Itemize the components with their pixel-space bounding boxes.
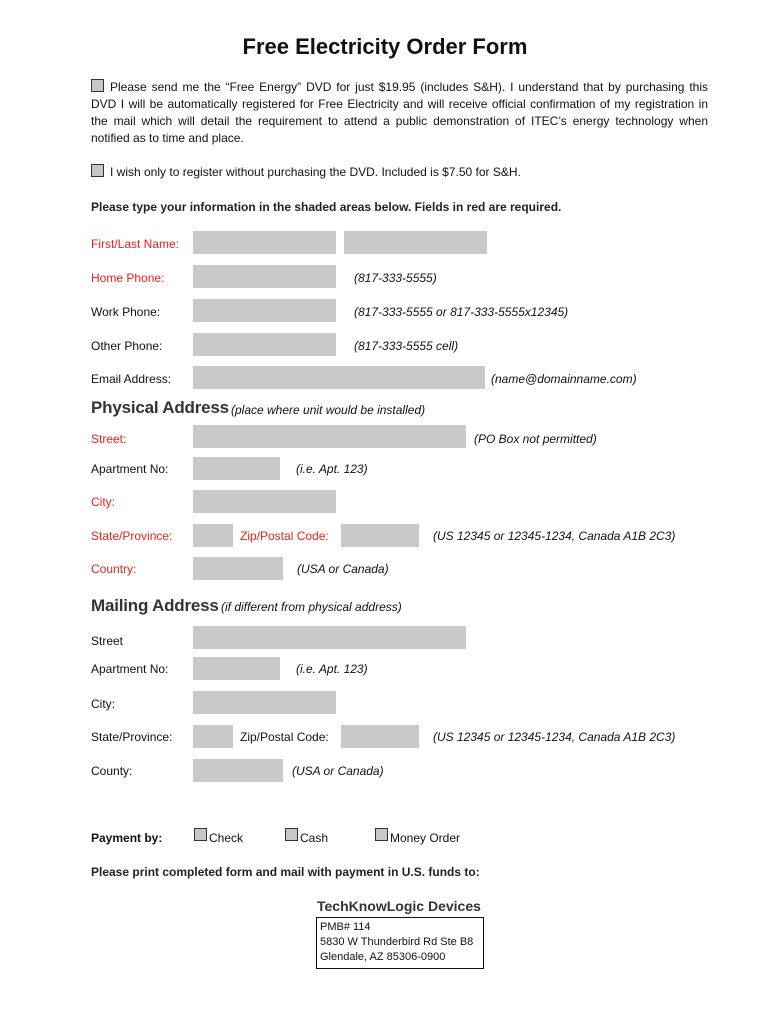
physical-address-heading: Physical Address [91,398,229,417]
payment-option-check-label: Check [209,831,244,845]
dvd-option-text: Please send me the “Free Energy” DVD for just $19.95 (includes S&H). I understand that by purchasing this DVD I will be automatically registered for Free Electricity and will receive official confirmation of my registration in the mail which will detail the requirement to attend a public demonstration of ITEC’s energy technology when notified as to time and place. [91,80,708,145]
street-label: Street: [91,432,127,446]
check-checkbox[interactable] [194,828,207,841]
instructions: Please type your information in the shaded areas below. Fields in red are required. [91,200,562,214]
work-phone-label: Work Phone: [91,305,161,319]
first-name-field[interactable] [193,231,336,254]
mailing-apartment-field[interactable] [193,657,280,680]
payment-option-money-order-label: Money Order [390,831,461,845]
payment-option-cash[interactable] [285,828,298,846]
other-phone-field[interactable] [193,333,336,356]
work-phone-field[interactable] [193,299,336,322]
email-field[interactable] [193,366,485,389]
mailing-address-box [316,917,484,969]
dvd-checkbox[interactable] [91,79,104,92]
last-name-field[interactable] [344,231,487,254]
physical-address-note: (place where unit would be installed) [231,403,426,417]
zip-label: Zip/Postal Code: [240,529,329,543]
email-hint: (name@domainname.com) [491,372,637,386]
mailing-street-label: Street [91,634,124,648]
payment-option-check[interactable] [194,828,207,846]
payment-option-money-order[interactable] [375,828,388,846]
register-option-text: I wish only to register without purchasing the DVD. Included is $7.50 for S&H. [110,165,521,179]
form-title: Free Electricity Order Form [242,34,528,59]
mailing-state-field[interactable] [193,725,233,748]
mail-instructions: Please print completed form and mail with payment in U.S. funds to: [91,865,480,879]
mailing-zip-hint: (US 12345 or 12345-1234, Canada A1B 2C3) [433,730,676,744]
address-line: Glendale, AZ 85306-0900 [320,951,446,963]
zip-field[interactable] [341,524,419,547]
payment-option-cash-label: Cash [300,831,329,845]
money-order-checkbox[interactable] [375,828,388,841]
mailing-county-hint: (USA or Canada) [292,764,384,778]
mailing-address-note: (if different from physical address) [221,600,402,614]
city-field[interactable] [193,490,336,513]
home-phone-label: Home Phone: [91,271,165,285]
state-field[interactable] [193,524,233,547]
state-label: State/Province: [91,529,173,543]
country-label: Country: [91,562,137,576]
mailing-county-label: County: [91,764,133,778]
other-phone-label: Other Phone: [91,339,163,353]
street-field[interactable] [193,425,466,448]
street-hint: (PO Box not permitted) [474,432,597,446]
apartment-label: Apartment No: [91,462,169,476]
mailing-apartment-label: Apartment No: [91,662,169,676]
mailing-apartment-hint: (i.e. Apt. 123) [296,662,368,676]
mailing-zip-label: Zip/Postal Code: [240,730,329,744]
mailing-county-field[interactable] [193,759,283,782]
home-phone-hint: (817-333-5555) [354,271,437,285]
mailing-zip-field[interactable] [341,725,419,748]
register-option [91,164,708,181]
mailing-city-label: City: [91,697,115,711]
dvd-option [91,79,708,147]
country-hint: (USA or Canada) [297,562,389,576]
register-checkbox[interactable] [91,164,104,177]
home-phone-field[interactable] [193,265,336,288]
mailing-state-label: State/Province: [91,730,173,744]
apartment-hint: (i.e. Apt. 123) [296,462,368,476]
name-label: First/Last Name: [91,237,180,251]
payment-label: Payment by: [91,831,163,845]
mailing-street-field[interactable] [193,626,466,649]
zip-hint: (US 12345 or 12345-1234, Canada A1B 2C3) [433,529,676,543]
city-label: City: [91,495,115,509]
apartment-field[interactable] [193,457,280,480]
email-label: Email Address: [91,372,172,386]
mailing-address-heading: Mailing Address [91,596,219,615]
other-phone-hint: (817-333-5555 cell) [354,339,459,353]
company-name: TechKnowLogic Devices [317,898,481,914]
address-line: PMB# 114 [320,921,371,933]
work-phone-hint: (817-333-5555 or 817-333-5555x12345) [354,305,569,319]
cash-checkbox[interactable] [285,828,298,841]
country-field[interactable] [193,557,283,580]
mailing-city-field[interactable] [193,691,336,714]
address-line: 5830 W Thunderbird Rd Ste B8 [320,936,474,948]
